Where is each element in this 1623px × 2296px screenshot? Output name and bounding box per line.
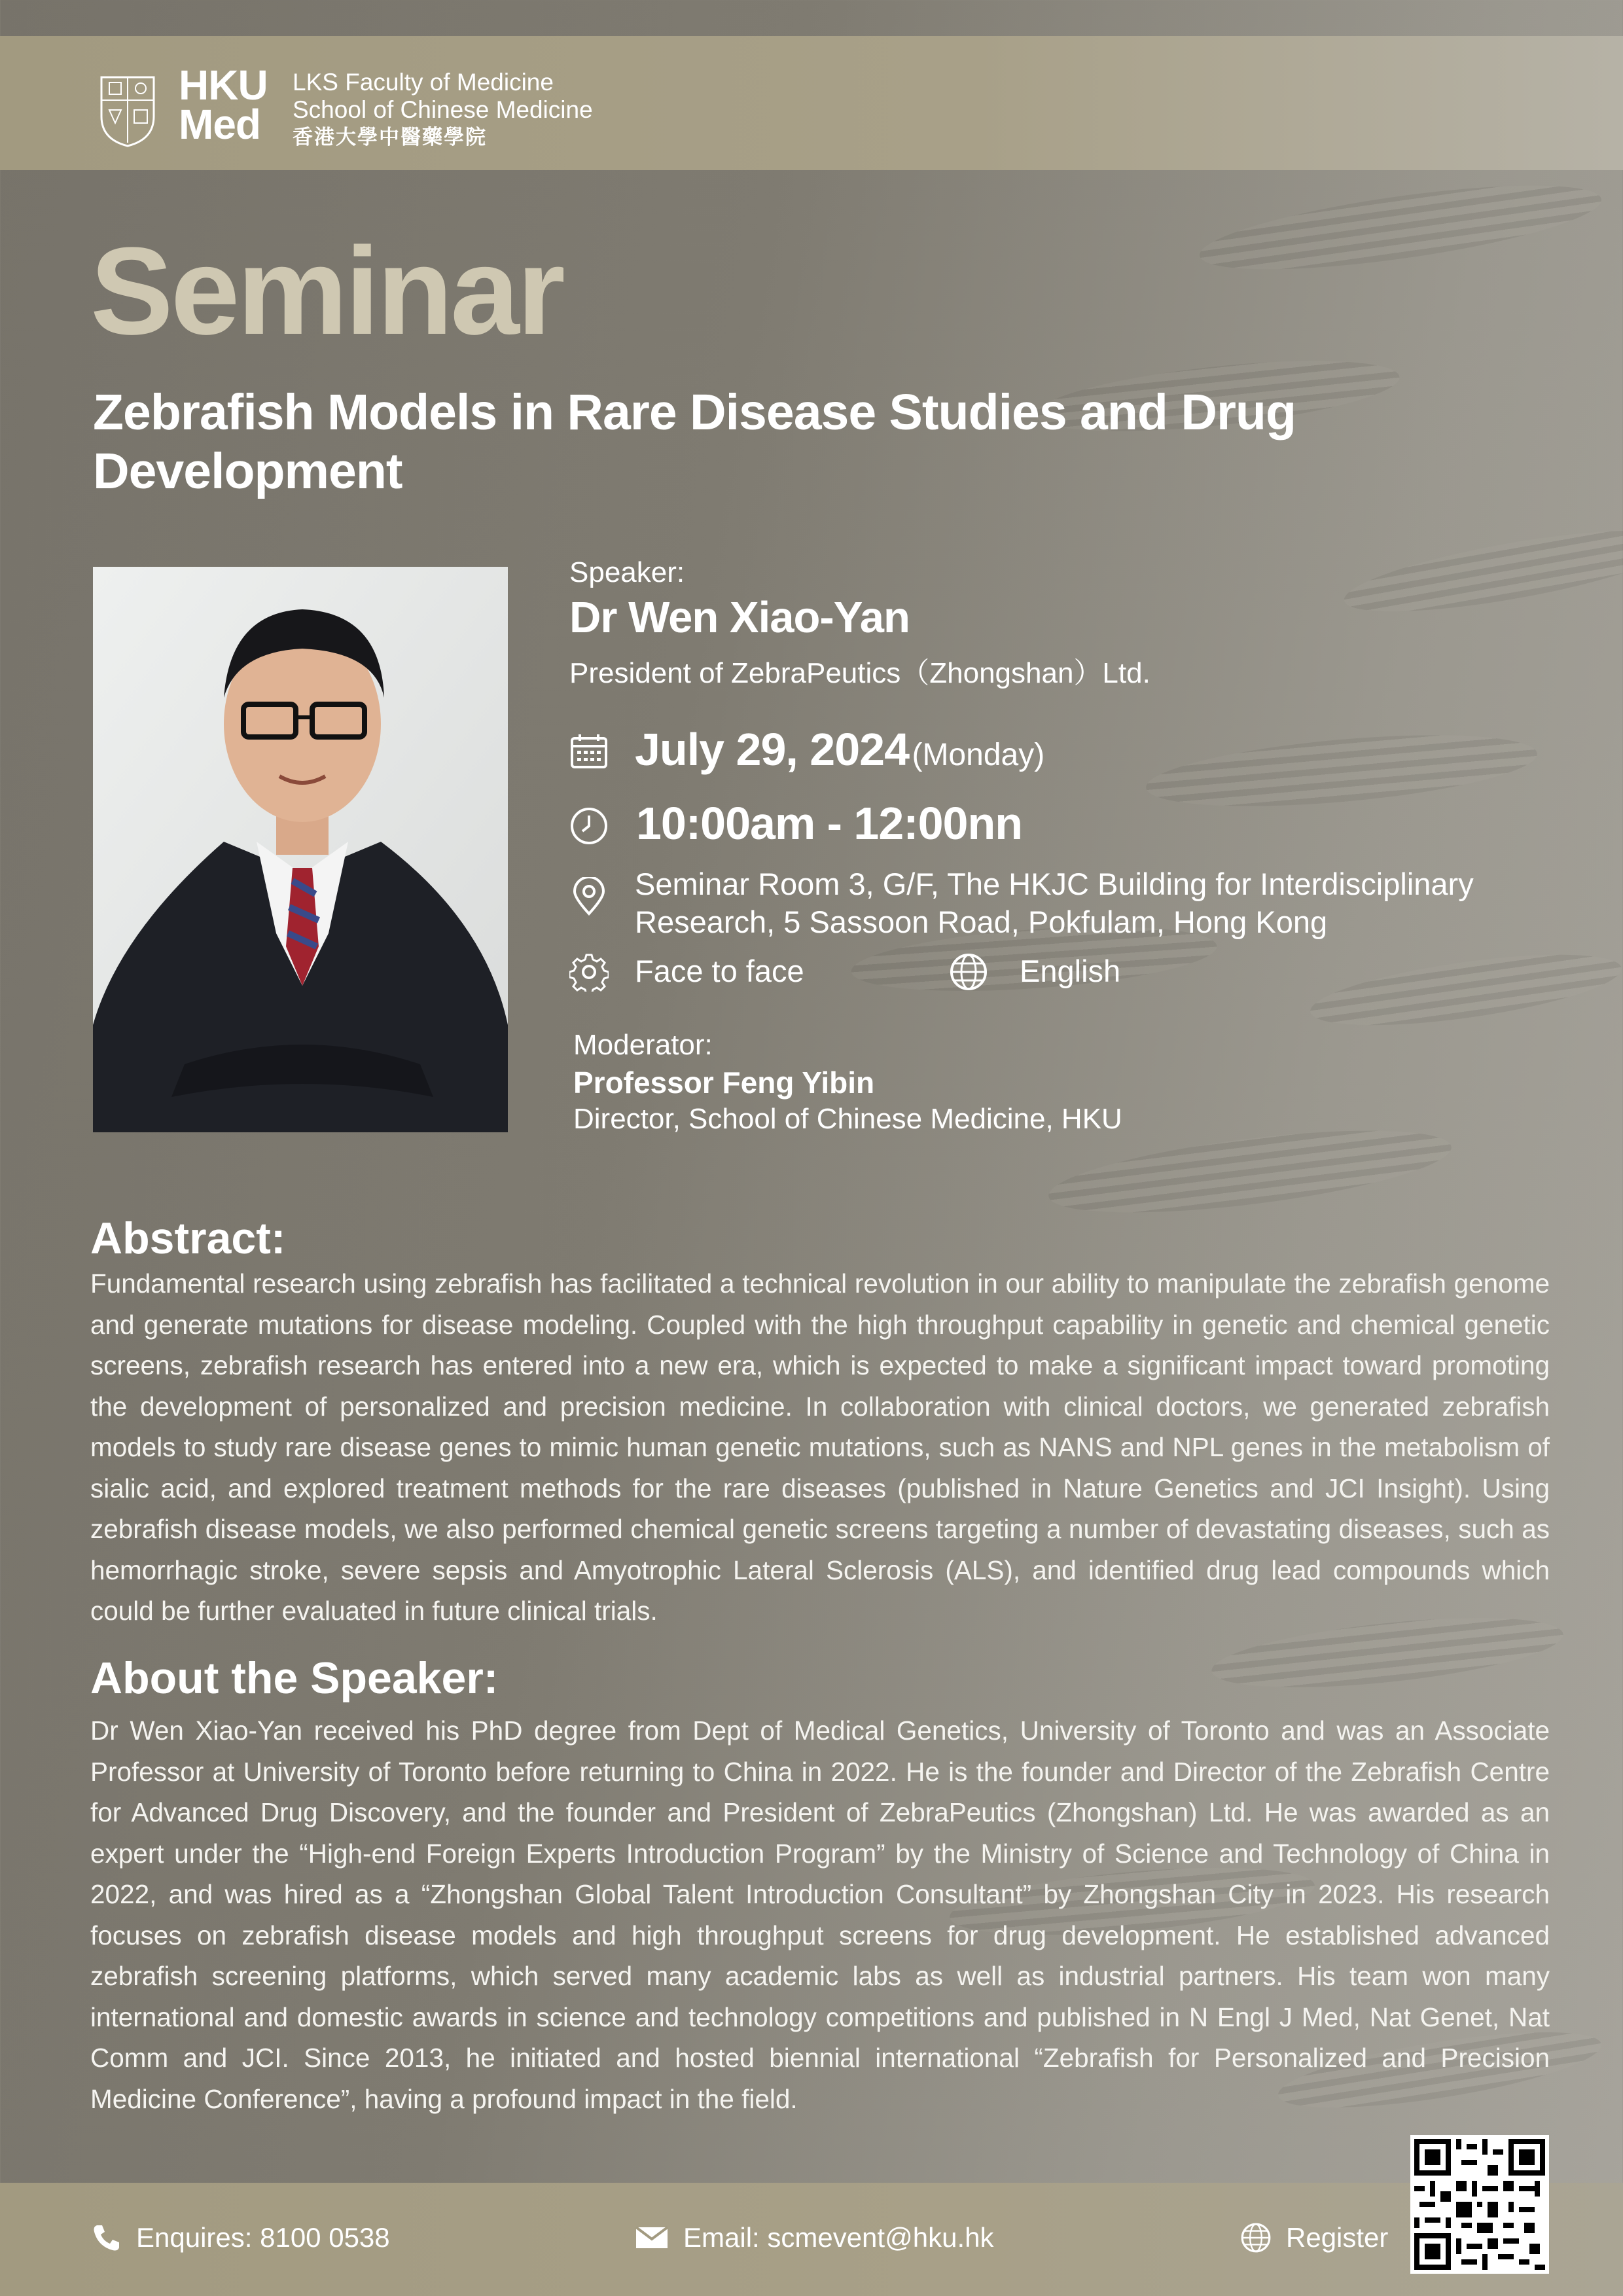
- zebrafish-background: [1143, 723, 1540, 819]
- event-type-title: Seminar: [90, 222, 563, 361]
- globe-icon: [949, 952, 988, 992]
- abstract-text: Fundamental research using zebrafish has facilitated a technical revolution in our ability to manipulate the zebrafish genome and generate mutations for disease modeling. Coupled with the high throughput capability in genetic and chemical genetic screens, zebrafish research has entered into a new era, which is expected to make a significant impact toward promoting the development of personalized and precision medicine. In collaboration with clinical doctors, we generated zebrafish models to study rare disease genes to mimic human genetic mutations, such as NANS and NPL genes in the metabolism of sialic acid, and explored treatment methods for the rare diseases (published in Nature Genetics and JCI Insight). Using zebrafish disease models, we also performed chemical genetic screens targeting a number of devastating diseases, such as hemorrhagic stroke, severe sepsis and Amyotrophic Lateral Sclerosis (ALS), and identified drug lead compounds which could be further evaluated in future clinical trials.: [90, 1268, 1550, 1626]
- language: English: [1020, 954, 1121, 988]
- speaker-position: President of ZebraPeutics（Zhongshan）Ltd.: [569, 657, 1150, 689]
- faculty-name: [293, 69, 593, 151]
- faculty-line: LKS Faculty of Medicine: [293, 69, 554, 96]
- email-address[interactable]: Email: scmevent@hku.hk: [683, 2222, 994, 2253]
- date-row: [635, 723, 1044, 776]
- footer-email[interactable]: [635, 2222, 993, 2253]
- seminar-title: Zebrafish Models in Rare Disease Studies and Drug Development: [93, 384, 1296, 499]
- phone-icon: [92, 2223, 122, 2253]
- zebrafish-background: [1340, 514, 1623, 628]
- event-weekday: (Monday): [912, 738, 1045, 772]
- school-line: School of Chinese Medicine: [293, 96, 593, 123]
- gear-icon: [569, 952, 609, 992]
- moderator-label: Moderator:: [573, 1029, 713, 1061]
- enquiries-phone: Enquires: 8100 0538: [136, 2222, 390, 2253]
- abstract-heading: Abstract:: [90, 1213, 286, 1263]
- venue: [635, 865, 1474, 941]
- footer-register[interactable]: [1240, 2222, 1388, 2253]
- speaker-photo: [93, 567, 508, 1132]
- hkumed-logo: HKU Med: [179, 62, 268, 148]
- venue-line-1: Seminar Room 3, G/F, The HKJC Building for Interdisciplinary: [635, 867, 1474, 901]
- email-icon: [635, 2225, 669, 2251]
- attendance-mode: Face to face: [635, 954, 804, 988]
- moderator-name: Professor Feng Yibin: [573, 1066, 875, 1100]
- about-speaker-heading: About the Speaker:: [90, 1653, 499, 1703]
- venue-line-2: Research, 5 Sassoon Road, Pokfulam, Hong Kong: [635, 905, 1328, 939]
- footer-enquiries: [92, 2222, 390, 2253]
- moderator-position: Director, School of Chinese Medicine, HKU: [573, 1103, 1122, 1135]
- zebrafish-background: [1306, 941, 1623, 1039]
- register-qr-code[interactable]: [1410, 2135, 1549, 2274]
- calendar-icon: [569, 732, 609, 771]
- hku-crest-logo: [95, 71, 160, 149]
- about-speaker-text: Dr Wen Xiao-Yan received his PhD degree from Dept of Medical Genetics, University of Toronto and was an Associate Professor at University of Toronto before returning to China in 2022. He is the founder and Director of the Zebrafish Centre for Advanced Drug Discovery, and the founder and President of ZebraPeutics (Zhongshan) Ltd. He was awarded as an expert under the “High-end Foreign Experts Introduction Program” by the Ministry of Science and Technology of China in 2022, and was hired as a “Zhongshan Global Talent Introduction Consultant” by Zhongshan City in 2023. His research focuses on zebrafish disease models and high throughput screens for drug development. He established advanced zebrafish screening platforms, which served many academic labs as well as industrial partners. His team won many international and domestic awards in science and technology competitions and published in N Engl J Med, Nat Genet, Nat Comm and JCI. Since 2013, he initiated and hosted biennial international “Zebrafish for Personalized and Precision Medicine Conference”, having a profound impact in the field.: [90, 1715, 1550, 2114]
- zebrafish-background: [1195, 168, 1605, 286]
- event-time: 10:00am - 12:00nn: [636, 798, 1022, 849]
- speaker-label: Speaker:: [569, 556, 685, 588]
- school-chinese-line: 香港大學中醫藥學院: [293, 126, 487, 149]
- clock-icon: [569, 806, 609, 846]
- globe-icon: [1240, 2222, 1272, 2253]
- register-link[interactable]: Register: [1286, 2222, 1389, 2253]
- location-pin-icon: [569, 877, 609, 916]
- speaker-name: Dr Wen Xiao-Yan: [569, 593, 910, 642]
- event-date: July 29, 2024: [635, 724, 909, 775]
